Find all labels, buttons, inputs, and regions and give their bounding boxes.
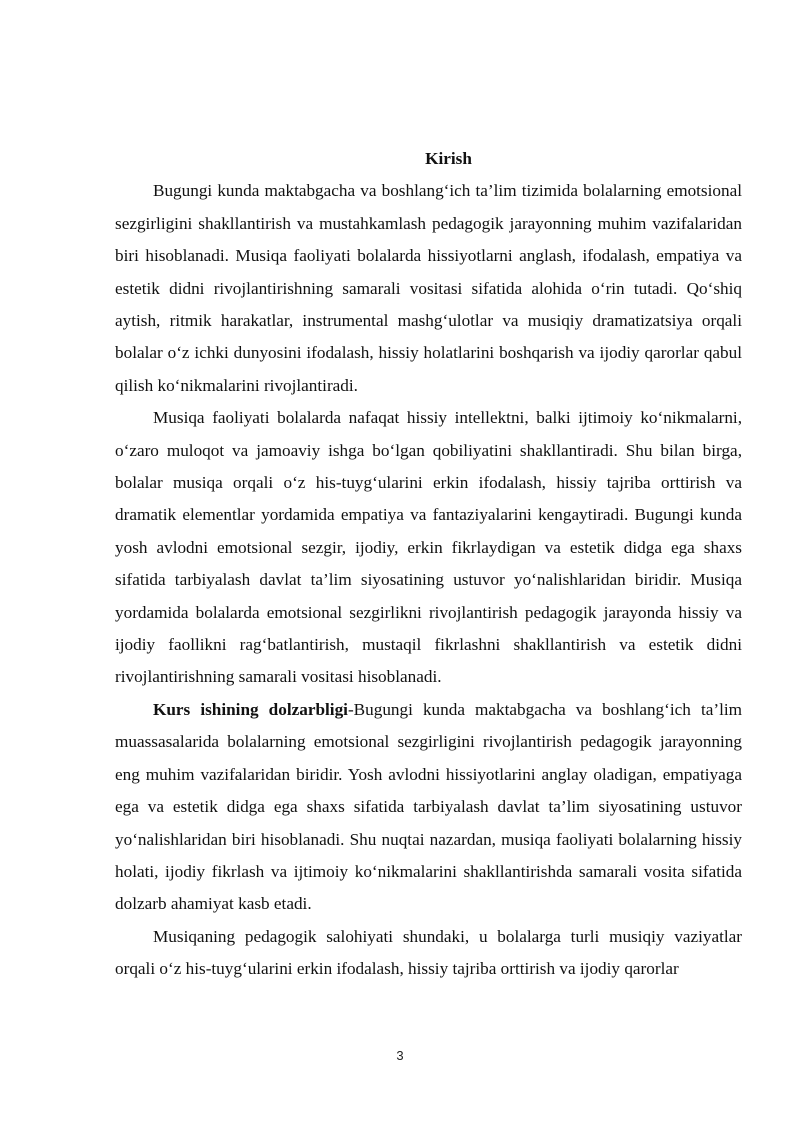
paragraph-2: Musiqa faoliyati bolalarda nafaqat hissiy intellektni, balki ijtimoiy ko‘nikmalarni, o‘zaro muloqot va jamoaviy ishga bo‘lgan qobiliyatini shakllantiradi. Shu bilan birga, bolalar musiqa orqali o‘z his-tuyg‘ularini erkin ifodalash, hissiy tajriba orttirish va dramatik elementlar yordamida empatiya va fantaziyalarini kengaytiradi. Bugungi kunda yosh avlodni emotsional sezgir, ijodiy, erkin fikrlaydigan va estetik didga ega shaxs sifatida tarbiyalash davlat ta’lim siyosatining ustuvor yo‘nalishlaridan biridir. Musiqa yordamida bolalarda emotsional sezgirlikni rivojlantirish pedagogik jarayonda hissiy va ijodiy faollikni rag‘batlantirish, mustaqil fikrlashni shakllantirish va estetik didni rivojlantirishning samarali vositasi hisoblanadi. [115,408,742,687]
paragraph-3-lead: Kurs ishining dolzarbligi [153,699,348,719]
paragraph-3 [115,694,742,921]
paragraph-3-text: -Bugungi kunda maktabgacha va boshlang‘ich ta’lim muassasalarida bolalarning emotsional sezgirligini rivojlantirish pedagogik jarayonning eng muhim vazifalaridan biridir. Yosh avlodni hissiyotlarini anglay oladigan, empatiyaga ega va estetik didga ega shaxs sifatida tarbiyalash davlat ta’lim siyosatining ustuvor yo‘nalishlaridan biri hisoblanadi. Shu nuqtai nazardan, musiqa faoliyati bolalarning hissiy holati, ijodiy fikrlash va ijtimoiy ko‘nikmalarini shakllantirishda samarali vosita sifatida dolzarb ahamiyat kasb etadi. [115,699,742,914]
paragraph-1: Bugungi kunda maktabgacha va boshlang‘ich ta’lim tizimida bolalarning emotsional sezgirligini shakllantirish va mustahkamlash pedagogik jarayonning muhim vazifalaridan biri hisoblanadi. Musiqa faoliyati bolalarda hissiyotlarni anglash, ifodalash, empatiya va estetik didni rivojlantirishning samarali vositasi sifatida alohida o‘rin tutadi. Qo‘shiq aytish, ritmik harakatlar, instrumental mashg‘ulotlar va musiqiy dramatizatsiya orqali bolalar o‘z ichki dunyosini ifodalash, hissiy holatlarini boshqarish va ijodiy qarorlar qabul qilish ko‘nikmalarini rivojlantiradi. [115,181,742,395]
page-body [115,143,742,986]
page-number: 3 [396,1048,404,1063]
paragraph-4: Musiqaning pedagogik salohiyati shundaki, u bolalarga turli musiqiy vaziyatlar orqali o‘z his-tuyg‘ularini erkin ifodalash, hissiy tajriba orttirish va ijodiy qarorlar [115,926,742,979]
section-heading: Kirish [425,149,472,168]
